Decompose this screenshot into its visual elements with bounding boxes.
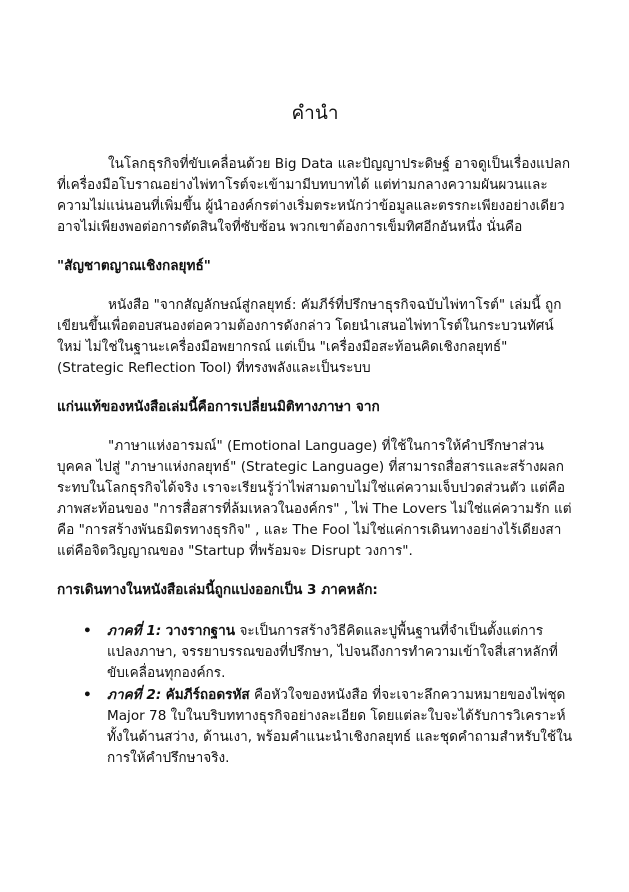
part-label: ภาคที่ 1: [107, 623, 162, 639]
part-text: จะเป็นการสร้างวิธีคิดและปูพื้นฐานที่จำเป็นตั้งแต่การแปลงภาษา, จรรยาบรรณของที่ปรึกษา, ไปจนถึงการทำความเข้าใจสี่เสาหลักที่ขับเคลื่อนทุกองค์กร. [107, 623, 558, 681]
part-name: คัมภีร์ถอดรหัส [165, 687, 250, 703]
heading-core: แก่นแท้ของหนังสือเล่มนี้คือการเปลี่ยนมิติทางภาษา จาก [57, 399, 380, 415]
part-label: ภาคที่ 2: [107, 687, 162, 703]
heading-intuition: "สัญชาตญาณเชิงกลยุทธ์" [57, 258, 211, 274]
intro-paragraph: ในโลกธุรกิจที่ขับเคลื่อนด้วย Big Data และปัญญาประดิษฐ์ อาจดูเป็นเรื่องแปลกที่เครื่องมือโบราณอย่างไพ่ทาโรต์จะเข้ามามีบทบาทได้ แต่ท่ามกลางความผันผวนและความไม่แน่นอนที่เพิ่มขึ้น ผู้นำองค์กรต่างเริ่มตระหนักว่าข้อมูลและตรรกะเพียงอย่างเดียวอาจไม่เพียงพอต่อการตัดสินใจที่ซับซ้อน พวกเขาต้องการเข็มทิศอีกอันหนึ่ง นั่นคือ [57, 156, 571, 235]
bullet-icon: • [83, 687, 92, 703]
book-paragraph: หนังสือ "จากสัญลักษณ์สู่กลยุทธ์: คัมภีร์ที่ปรึกษาธุรกิจฉบับไพ่ทาโรต์" เล่มนี้ ถูกเขียนขึ้นเพื่อตอบสนองต่อความต้องการดังกล่าว โดยนำเสนอไพ่ทาโรต์ในกระบวนทัศน์ใหม่ ไม่ใช่ในฐานะเครื่องมือพยากรณ์ แต่เป็น "เครื่องมือสะท้อนคิดเชิงกลยุทธ์" (Strategic Reflection Tool) ที่ทรงพลังและเป็นระบบ [57, 297, 562, 376]
parts-list [57, 621, 573, 769]
part-text: คือหัวใจของหนังสือ ที่จะเจาะลึกความหมายของไพ่ชุด Major 78 ใบในบริบททางธุรกิจอย่างละเอียด โดยแต่ละใบจะได้รับการวิเคราะห์ทั้งในด้านสว่าง, ด้านเงา, พร้อมคำแนะนำเชิงกลยุทธ์ และชุดคำถามสำหรับใช้ในการให้คำปรึกษาจริง. [107, 687, 573, 766]
heading-parts: การเดินทางในหนังสือเล่มนี้ถูกแบ่งออกเป็น 3 ภาคหลัก: [57, 582, 378, 598]
bullet-icon: • [83, 623, 92, 639]
list-item [83, 621, 573, 684]
page-title: คำนำ [291, 102, 339, 124]
language-paragraph: "ภาษาแห่งอารมณ์" (Emotional Language) ที่ใช้ในการให้คำปรึกษาส่วนบุคคล ไปสู่ "ภาษาแห่งกลยุทธ์" (Strategic Language) ที่สามารถสื่อสารและสร้างผลกระทบในโลกธุรกิจได้จริง เราจะเรียนรู้ว่าไพ่สามดาบไม่ใช่แค่ความเจ็บปวดส่วนตัว แต่คือภาพสะท้อนของ "การสื่อสารที่ล้มเหลวในองค์กร" , ไพ่ The Lovers ไม่ใช่แค่ความรัก แต่คือ "การสร้างพันธมิตรทางธุรกิจ" , และ The Fool ไม่ใช่แค่การเดินทางอย่างไร้เดียงสา แต่คือจิตวิญญาณของ "Startup ที่พร้อมจะ Disrupt วงการ". [57, 438, 572, 559]
list-item [83, 685, 573, 769]
part-name: วางรากฐาน [165, 623, 236, 639]
